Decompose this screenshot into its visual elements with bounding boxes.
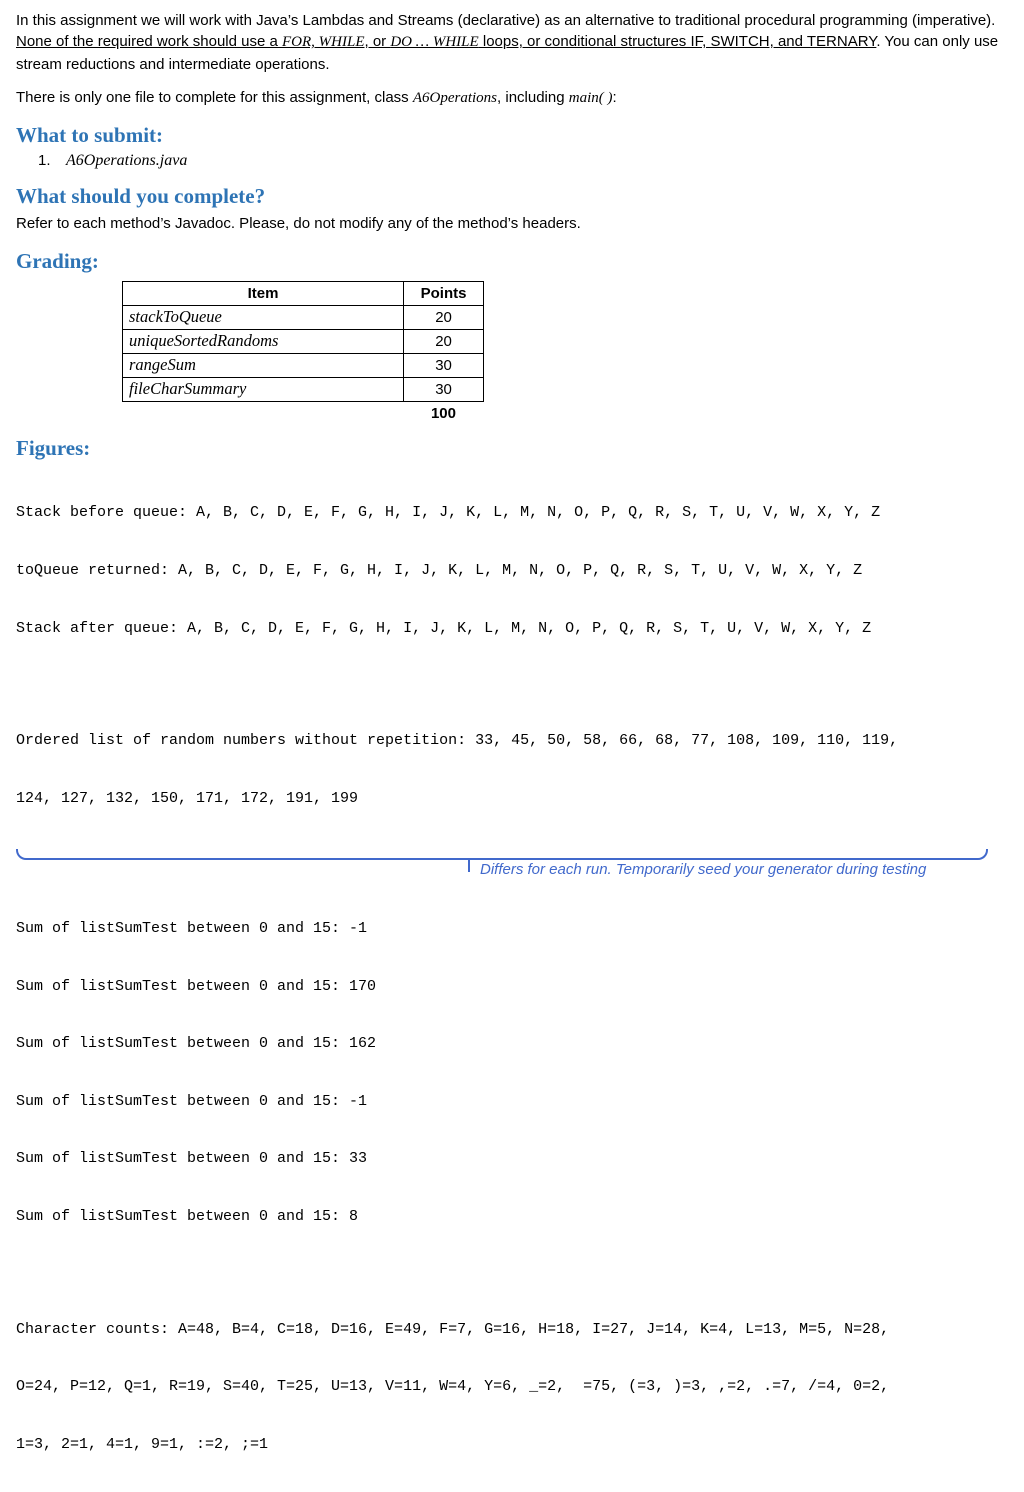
figure-stack-output	[16, 465, 1008, 676]
grading-table	[122, 281, 484, 402]
para2-text-2: , including	[497, 88, 569, 106]
figure-sum-output	[16, 881, 1008, 1265]
column-header-points: Points	[404, 281, 484, 305]
keyword-do-while: DO … WHILE	[390, 34, 479, 51]
points-cell: 20	[404, 305, 484, 329]
console-line: Sum of listSumTest between 0 and 15: -1	[16, 1092, 368, 1110]
rule-text-3: loops, or conditional structures IF, SWITCH, and TERNARY	[478, 33, 877, 51]
column-header-item: Item	[123, 281, 404, 305]
table-row	[123, 353, 484, 377]
class-name-a6operations: A6Operations	[412, 89, 498, 106]
console-line: 124, 127, 132, 150, 171, 172, 191, 199	[16, 790, 359, 808]
heading-what-to-submit: What to submit:	[16, 123, 164, 148]
para2-text-1: There is only one file to complete for this assignment, class	[16, 88, 413, 106]
console-line: Stack after queue: A, B, C, D, E, F, G, H, I, J, K, L, M, N, O, P, Q, R, S, T, U, V, W, X, Y, Z	[16, 619, 872, 637]
para2-colon: :	[612, 88, 617, 106]
item-cell: uniqueSortedRandoms	[123, 329, 404, 353]
console-line: Ordered list of random numbers without repetition: 33, 45, 50, 58, 66, 68, 77, 108, 109, 110, 119,	[16, 732, 899, 750]
intro-text-end: . You can only use stream reductions and intermediate operations.	[16, 33, 999, 73]
console-line: Sum of listSumTest between 0 and 15: 162	[16, 1035, 377, 1053]
table-row	[123, 329, 484, 353]
method-name-main: main( )	[568, 89, 613, 106]
points-cell: 30	[404, 353, 484, 377]
points-cell: 30	[404, 377, 484, 401]
annotation-tick	[468, 859, 470, 872]
table-row	[123, 305, 484, 329]
intro-underlined-rule	[16, 33, 876, 50]
console-line: O=24, P=12, Q=1, R=19, S=40, T=25, U=13, V=11, W=4, Y=6, _=2, =75, (=3, )=3, ,=2, .=7, /=4, 0=2,	[16, 1378, 890, 1396]
points-total: 100	[430, 404, 456, 422]
annotation-row	[468, 860, 1008, 881]
console-line: Stack before queue: A, B, C, D, E, F, G, H, I, J, K, L, M, N, O, P, Q, R, S, T, U, V, W, X, Y, Z	[16, 504, 881, 522]
heading-what-should-you-complete: What should you complete?	[16, 184, 266, 209]
console-line: Sum of listSumTest between 0 and 15: -1	[16, 919, 368, 937]
intro-text-start: In this assignment we will work with Java’s Lambdas and Streams (declarative) as an alternative to traditional procedural programming (imperative).	[16, 12, 996, 29]
console-line: Character counts: A=48, B=4, C=18, D=16, E=49, F=7, G=16, H=18, I=27, J=14, K=4, L=13, M=5, N=28,	[16, 1320, 890, 1338]
grading-table-wrap	[122, 281, 484, 422]
rule-text-2: , or	[364, 33, 391, 51]
single-file-paragraph	[16, 87, 1008, 109]
item-cell: rangeSum	[123, 353, 404, 377]
keyword-for-while: FOR, WHILE	[282, 34, 365, 51]
console-line: Sum of listSumTest between 0 and 15: 170	[16, 977, 377, 995]
points-cell: 20	[404, 329, 484, 353]
item-cell: stackToQueue	[123, 305, 404, 329]
annotation-text: Differs for each run. Temporarily seed your generator during testing	[480, 860, 927, 878]
figure-charcount-output	[16, 1281, 1008, 1492]
submission-file-name: A6Operations.java	[66, 152, 188, 170]
table-row	[123, 377, 484, 401]
javadoc-paragraph: Refer to each method’s Javadoc. Please, do not modify any of the method’s headers.	[16, 215, 581, 233]
intro-paragraph	[16, 10, 1008, 75]
table-header-row	[123, 281, 484, 305]
console-line: Sum of listSumTest between 0 and 15: 33	[16, 1150, 368, 1168]
annotation-bracket	[16, 849, 988, 860]
submission-list-item	[38, 152, 1008, 170]
list-number: 1.	[38, 152, 51, 170]
heading-figures: Figures:	[16, 435, 91, 460]
heading-grading: Grading:	[16, 248, 99, 273]
figure-random-output	[16, 693, 1008, 847]
console-line: 1=3, 2=1, 4=1, 9=1, :=2, ;=1	[16, 1435, 269, 1453]
console-line: Sum of listSumTest between 0 and 15: 8	[16, 1207, 359, 1225]
item-cell: fileCharSummary	[123, 377, 404, 401]
rule-text-1: None of the required work should use a	[16, 33, 282, 51]
console-line: toQueue returned: A, B, C, D, E, F, G, H, I, J, K, L, M, N, O, P, Q, R, S, T, U, V, W, X, Y, Z	[16, 561, 863, 579]
